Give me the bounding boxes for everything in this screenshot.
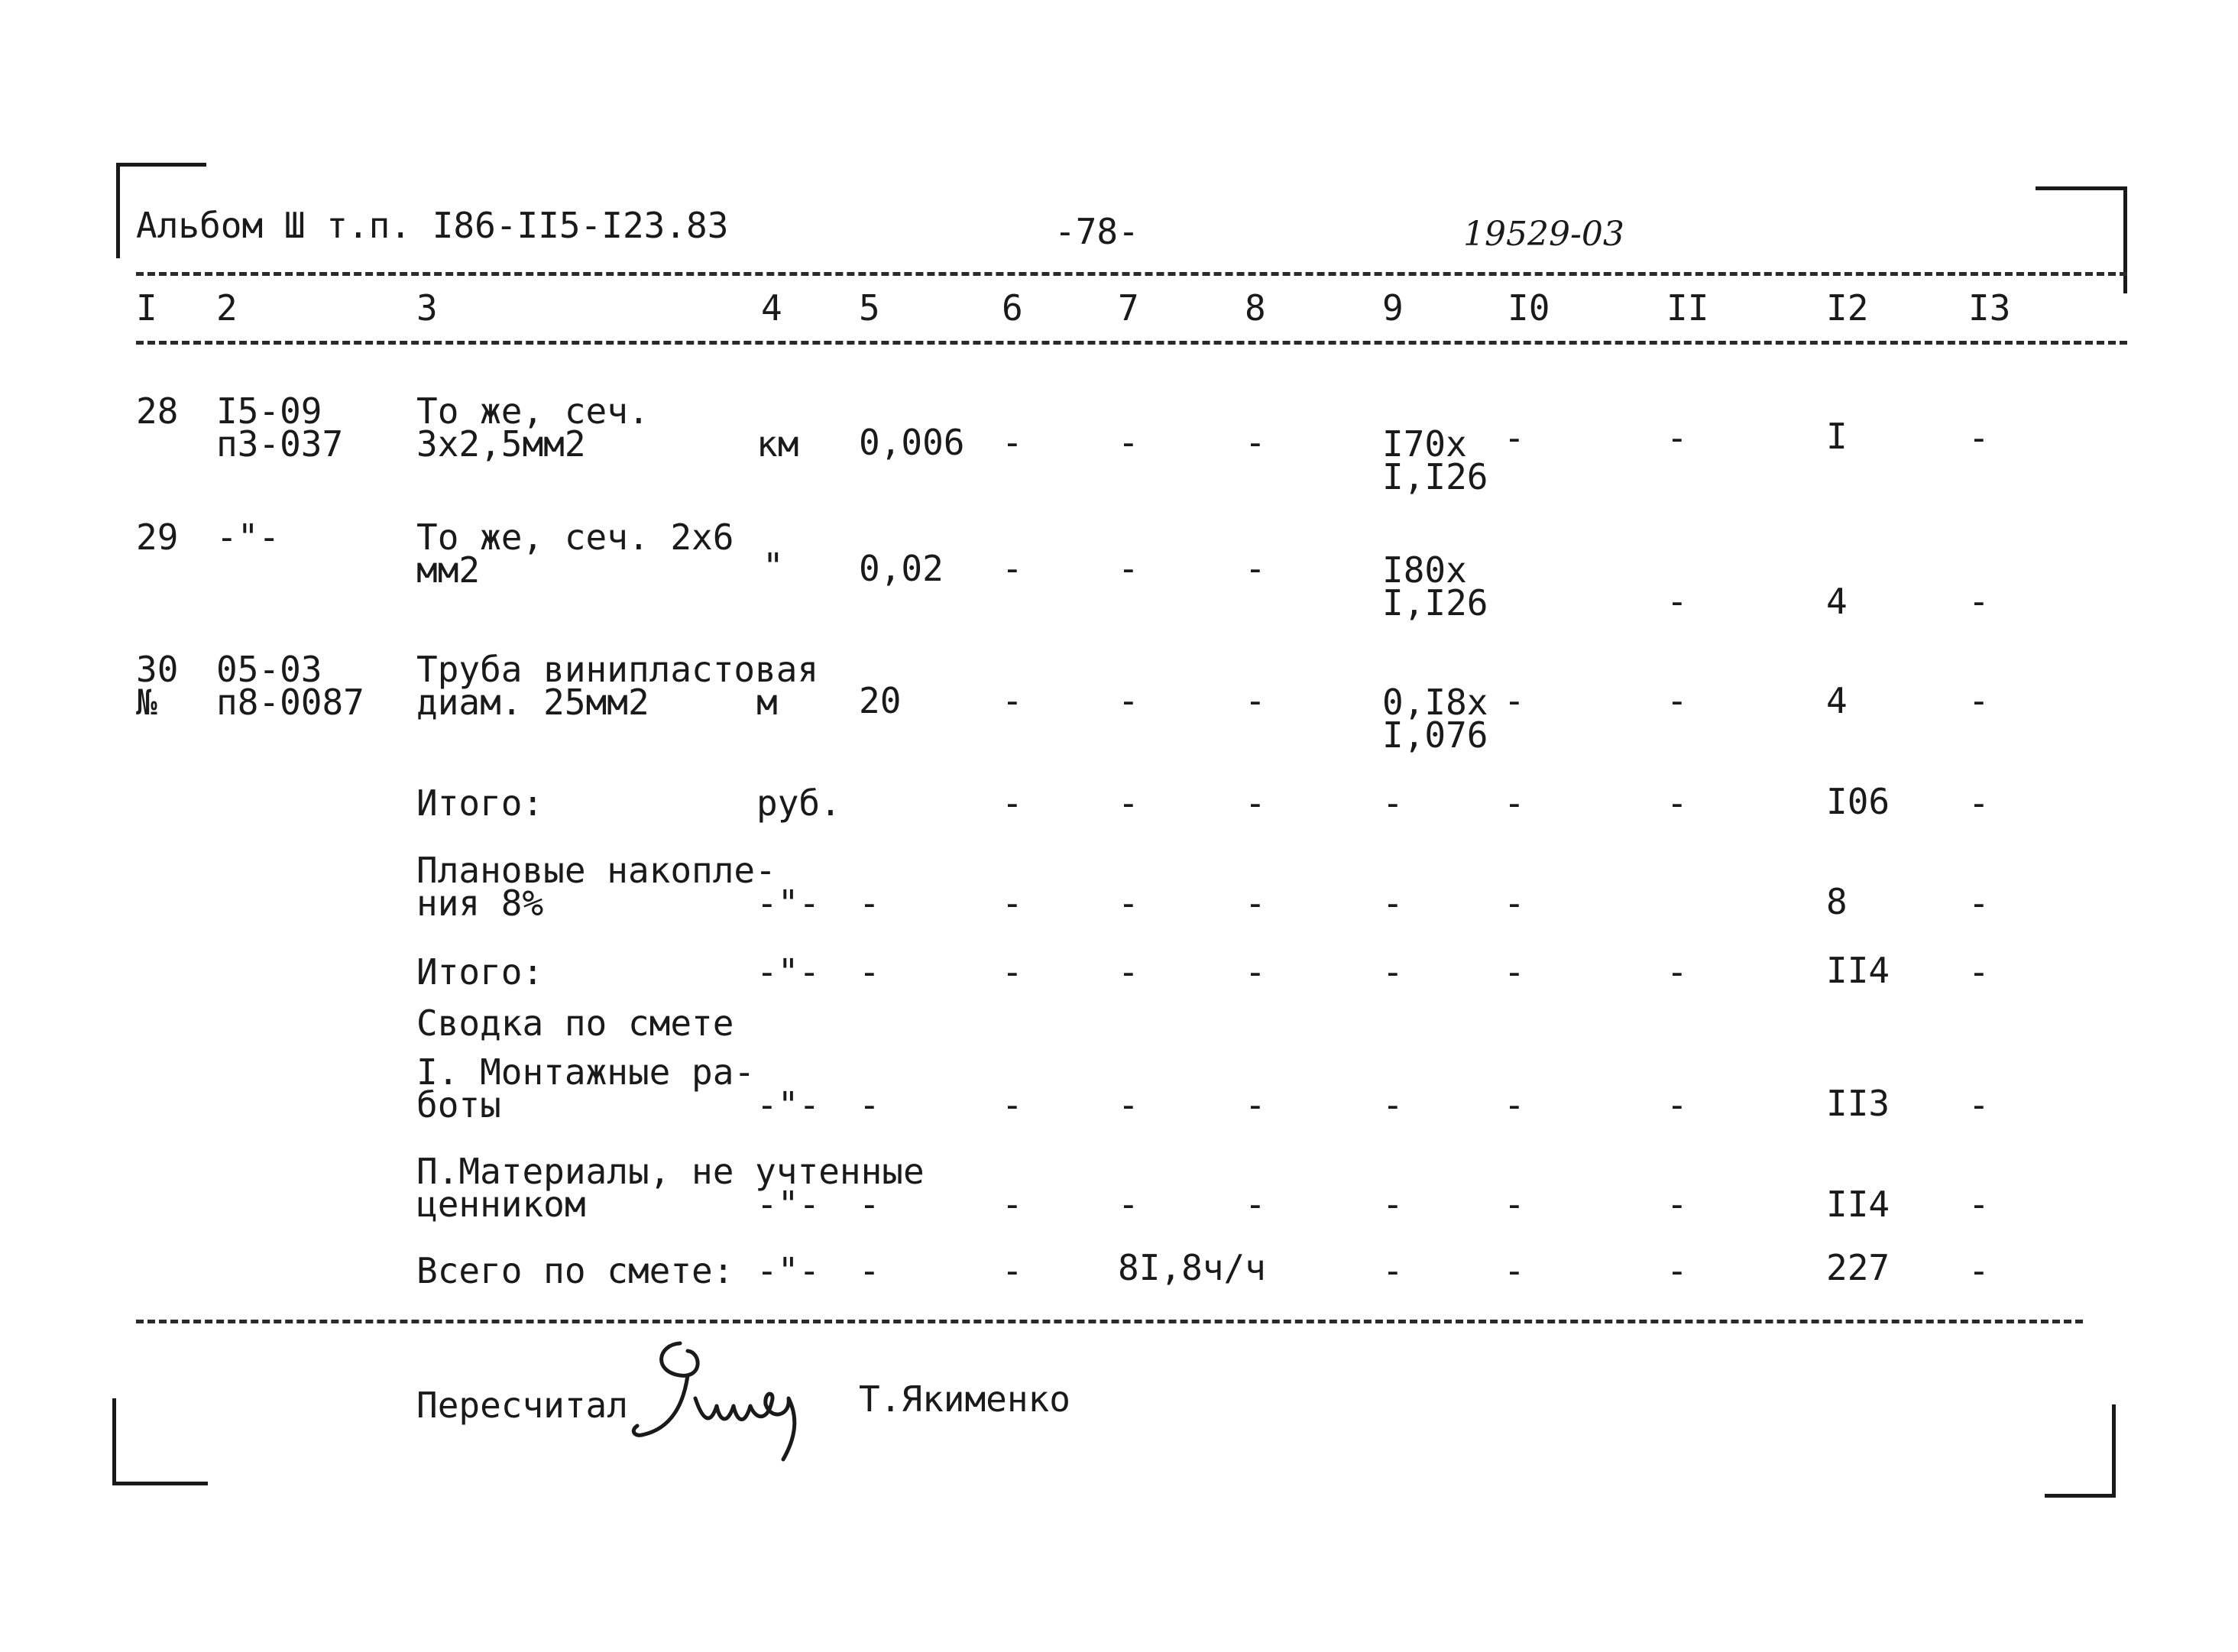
total1-unit: руб. [756, 782, 841, 824]
total1-c7: - [1118, 782, 1139, 824]
frame-top-right-h [2036, 186, 2127, 190]
row28-c12: I [1826, 416, 1848, 457]
row30-c13: - [1968, 680, 1990, 721]
row29-name1: То же, сеч. 2х6 [416, 517, 734, 558]
materials-c7: - [1118, 1184, 1139, 1225]
planned-c9: - [1382, 883, 1404, 924]
materials-label1: П.Материалы, не учтенные [416, 1151, 925, 1192]
rule-header-top [136, 272, 2127, 276]
row29-c7: - [1118, 548, 1139, 589]
row30-c9a: 0,I8x [1382, 682, 1488, 723]
install-c13: - [1968, 1084, 1990, 1126]
row30-c11: - [1666, 680, 1688, 721]
row30-num: 30 [136, 649, 179, 690]
page-number: -78- [1054, 211, 1139, 252]
row29-c6: - [1002, 548, 1023, 589]
row29-c9a: I80x [1382, 549, 1467, 591]
materials-c11: - [1666, 1184, 1688, 1225]
total1-c11: - [1666, 782, 1688, 824]
rule-header-bottom [136, 341, 2127, 345]
total2-c12: II4 [1826, 950, 1890, 991]
col-header-2: 2 [216, 287, 238, 329]
col-header-6: 6 [1002, 287, 1023, 329]
install-c6: - [1002, 1084, 1023, 1126]
grand-c6: - [1002, 1250, 1023, 1291]
planned-label1: Плановые накопле- [416, 850, 776, 891]
row28-code2: п3-037 [216, 423, 344, 465]
row28-num: 28 [136, 390, 179, 432]
total1-label: Итого: [416, 782, 544, 824]
frame-bottom-right-h [2045, 1494, 2116, 1498]
row30-code2: п8-0087 [216, 682, 364, 723]
planned-qty: - [859, 883, 880, 924]
materials-c12: II4 [1826, 1184, 1890, 1225]
summary-title: Сводка по смете [416, 1003, 734, 1044]
row28-c9a: I70x [1382, 423, 1467, 465]
install-unit: -"- [756, 1084, 821, 1126]
total2-c11: - [1666, 951, 1688, 993]
row30-num-sign: № [136, 682, 157, 723]
grand-c7: 8I,8ч/ч [1118, 1247, 1266, 1288]
frame-top-left-h [116, 163, 206, 167]
col-header-7: 7 [1118, 287, 1139, 329]
row28-c11: - [1666, 417, 1688, 458]
install-label2: боты [416, 1084, 501, 1126]
row28-c9b: I,I26 [1382, 456, 1488, 497]
row29-unit: " [763, 546, 784, 587]
grand-c10: - [1504, 1250, 1525, 1291]
row30-c12: 4 [1826, 680, 1848, 721]
row28-name1: То же, сеч. [416, 390, 649, 432]
install-c12: II3 [1826, 1083, 1890, 1124]
row29-c8: - [1245, 548, 1266, 589]
row30-c7: - [1118, 680, 1139, 721]
row29-name2: мм2 [416, 549, 481, 591]
planned-unit: -"- [756, 883, 821, 924]
total2-c6: - [1002, 951, 1023, 993]
row29-c11: - [1666, 581, 1688, 622]
frame-bottom-left-v [112, 1398, 116, 1485]
materials-c13: - [1968, 1184, 1990, 1225]
col-header-13: I3 [1968, 287, 2011, 329]
materials-c6: - [1002, 1184, 1023, 1225]
row30-c8: - [1245, 680, 1266, 721]
signature [627, 1330, 840, 1467]
install-label1: I. Монтажные ра- [416, 1051, 756, 1093]
col-header-9: 9 [1382, 287, 1404, 329]
frame-bottom-left-h [112, 1482, 208, 1485]
planned-c12: 8 [1826, 881, 1848, 922]
planned-label2: ния 8% [416, 883, 544, 924]
row30-name2: диам. 25мм2 [416, 682, 649, 723]
row30-unit: м [756, 682, 778, 723]
total1-c10: - [1504, 782, 1525, 824]
total1-c9: - [1382, 782, 1404, 824]
row28-name2: 3х2,5мм2 [416, 423, 586, 465]
row28-qty: 0,006 [859, 422, 965, 463]
install-c10: - [1504, 1084, 1525, 1126]
frame-top-left-v [116, 163, 120, 258]
grand-label: Всего по смете: [416, 1250, 734, 1291]
row28-c13: - [1968, 417, 1990, 458]
grand-c11: - [1666, 1250, 1688, 1291]
col-header-4: 4 [761, 287, 782, 329]
install-c7: - [1118, 1084, 1139, 1126]
grand-c9: - [1382, 1250, 1404, 1291]
row28-c6: - [1002, 422, 1023, 463]
total2-c13: - [1968, 951, 1990, 993]
planned-c8: - [1245, 883, 1266, 924]
total1-c8: - [1245, 782, 1266, 824]
rule-table-bottom [136, 1320, 2083, 1323]
row28-c8: - [1245, 422, 1266, 463]
grand-c12: 227 [1826, 1247, 1890, 1288]
planned-c10: - [1504, 883, 1525, 924]
col-header-12: I2 [1826, 287, 1869, 329]
materials-c8: - [1245, 1184, 1266, 1225]
total1-c6: - [1002, 782, 1023, 824]
install-c8: - [1245, 1084, 1266, 1126]
row29-c12: 4 [1826, 581, 1848, 622]
total2-c9: - [1382, 951, 1404, 993]
row30-c9b: I,076 [1382, 714, 1488, 756]
row29-c13: - [1968, 581, 1990, 622]
materials-c10: - [1504, 1184, 1525, 1225]
row28-unit: км [756, 423, 799, 465]
total2-qty: - [859, 951, 880, 993]
row28-code1: I5-09 [216, 390, 322, 432]
planned-c13: - [1968, 883, 1990, 924]
col-header-3: 3 [416, 287, 438, 329]
doc-code: 19529-03 [1463, 215, 1624, 254]
materials-c9: - [1382, 1184, 1404, 1225]
row29-c9b: I,I26 [1382, 582, 1488, 624]
total1-c12: I06 [1826, 781, 1890, 822]
row30-qty: 20 [859, 680, 902, 721]
grand-qty: - [859, 1250, 880, 1291]
row28-c7: - [1118, 422, 1139, 463]
install-c9: - [1382, 1084, 1404, 1126]
row30-name1: Труба винипластовая [416, 649, 819, 690]
frame-top-right-v [2123, 186, 2127, 293]
row30-c10: - [1504, 680, 1525, 721]
total2-c8: - [1245, 951, 1266, 993]
row29-code1: -"- [216, 517, 280, 558]
col-header-11: II [1666, 287, 1709, 329]
row30-c6: - [1002, 680, 1023, 721]
total2-c7: - [1118, 951, 1139, 993]
col-header-8: 8 [1245, 287, 1266, 329]
col-header-5: 5 [859, 287, 880, 329]
planned-c7: - [1118, 883, 1139, 924]
row29-num: 29 [136, 517, 179, 558]
materials-label2: ценником [416, 1184, 586, 1225]
row28-c10: - [1504, 417, 1525, 458]
install-qty: - [859, 1084, 880, 1126]
total2-label: Итого: [416, 951, 544, 993]
frame-bottom-right-v [2112, 1404, 2116, 1498]
row30-code1: 05-03 [216, 649, 322, 690]
materials-qty: - [859, 1184, 880, 1225]
col-header-10: I0 [1508, 287, 1550, 329]
signer-name: Т.Якименко [859, 1378, 1070, 1420]
materials-unit: -"- [756, 1184, 821, 1225]
install-c11: - [1666, 1084, 1688, 1126]
grand-unit: -"- [756, 1250, 821, 1291]
total2-unit: -"- [756, 951, 821, 993]
total2-c10: - [1504, 951, 1525, 993]
grand-c13: - [1968, 1250, 1990, 1291]
album-title: Альбом Ш т.п. I86-II5-I23.83 [136, 205, 729, 246]
planned-c6: - [1002, 883, 1023, 924]
recalc-label: Пересчитал [416, 1385, 628, 1426]
col-header-1: I [136, 287, 157, 329]
row29-qty: 0,02 [859, 548, 944, 589]
total1-c13: - [1968, 782, 1990, 824]
